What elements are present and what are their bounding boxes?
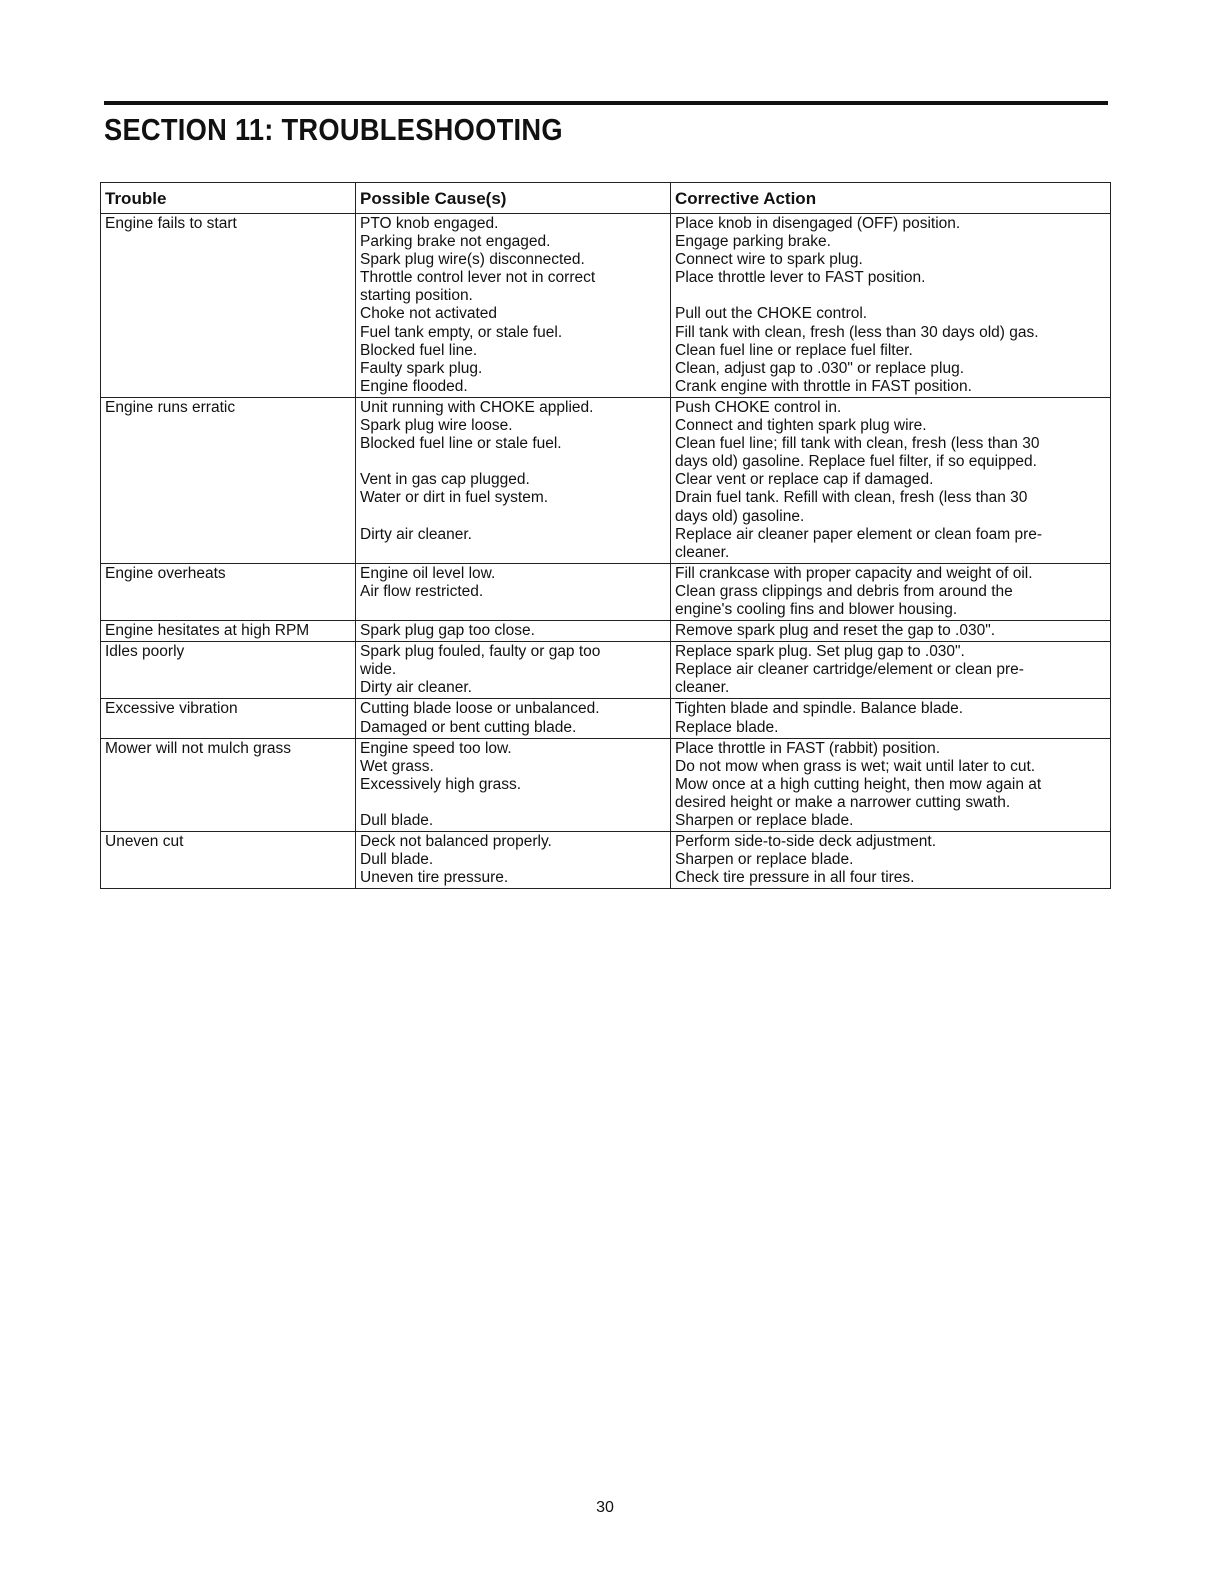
- cause-line: Uneven tire pressure.: [360, 869, 509, 887]
- table-row: [101, 563, 1111, 620]
- action-line: Crank engine with throttle in FAST position.: [675, 377, 972, 395]
- cause-line: Throttle control lever not in correct: [360, 269, 596, 287]
- action-line: Replace spark plug. Set plug gap to .030".: [675, 643, 965, 661]
- cause-line: Parking brake not engaged.: [360, 233, 551, 251]
- action-cell: [671, 832, 1111, 889]
- cause-line: starting position.: [360, 287, 473, 305]
- cause-line: Cutting blade loose or unbalanced.: [360, 700, 600, 718]
- action-line: Perform side-to-side deck adjustment.: [675, 833, 937, 851]
- action-line: Connect wire to spark plug.: [675, 251, 863, 269]
- table-row: [101, 699, 1111, 738]
- cause-line: Unit running with CHOKE applied.: [360, 398, 594, 416]
- action-cell: [671, 621, 1111, 642]
- trouble-cell: [101, 621, 356, 642]
- cause-line: Deck not balanced properly.: [360, 833, 552, 851]
- cause-line: Air flow restricted.: [360, 582, 484, 600]
- action-line: days old) gasoline. Replace fuel filter, if so equipped.: [675, 453, 1037, 471]
- cause-cell: [356, 621, 671, 642]
- cause-line: [360, 794, 666, 812]
- cause-line: PTO knob engaged.: [360, 215, 499, 232]
- trouble-text: Engine hesitates at high RPM: [105, 622, 310, 640]
- trouble-text: Engine runs erratic: [105, 398, 236, 416]
- cause-cell: [356, 397, 671, 563]
- action-line: cleaner.: [675, 679, 730, 697]
- action-line: Replace air cleaner cartridge/element or clean pre-: [675, 661, 1024, 679]
- action-line: Clean fuel line; fill tank with clean, fresh (less than 30: [675, 435, 1040, 453]
- cause-line: Choke not activated: [360, 305, 498, 323]
- cause-cell: [356, 214, 671, 398]
- cause-line: Damaged or bent cutting blade.: [360, 718, 577, 736]
- action-cell: [671, 214, 1111, 398]
- trouble-cell: [101, 832, 356, 889]
- trouble-text: Idles poorly: [105, 643, 185, 661]
- trouble-text: Mower will not mulch grass: [105, 739, 292, 757]
- cause-line: Engine flooded.: [360, 377, 468, 395]
- trouble-cell: [101, 397, 356, 563]
- action-cell: [671, 699, 1111, 738]
- action-cell: [671, 642, 1111, 699]
- cause-line: [360, 508, 666, 526]
- cause-cell: [356, 563, 671, 620]
- action-line: Remove spark plug and reset the gap to .030".: [675, 622, 996, 640]
- header-possible-causes: Possible Cause(s): [356, 183, 671, 214]
- cause-line: Faulty spark plug.: [360, 359, 483, 377]
- cause-cell: [356, 699, 671, 738]
- cause-line: Spark plug fouled, faulty or gap too: [360, 643, 601, 661]
- action-cell: [671, 563, 1111, 620]
- table-row: [101, 214, 1111, 398]
- cause-line: Spark plug wire(s) disconnected.: [360, 251, 585, 269]
- cause-line: [360, 601, 666, 619]
- cause-line: Fuel tank empty, or stale fuel.: [360, 323, 563, 341]
- action-line: Drain fuel tank. Refill with clean, fresh (less than 30: [675, 489, 1028, 507]
- trouble-cell: [101, 563, 356, 620]
- table-header-row: [101, 183, 1111, 214]
- cause-line: Spark plug wire loose.: [360, 417, 513, 435]
- action-line: Pull out the CHOKE control.: [675, 305, 868, 323]
- cause-line: Dull blade.: [360, 851, 434, 869]
- trouble-text: Engine overheats: [105, 564, 226, 582]
- action-line: Check tire pressure in all four tires.: [675, 869, 915, 887]
- action-line: Fill tank with clean, fresh (less than 30 days old) gas.: [675, 323, 1039, 341]
- action-line: Place knob in disengaged (OFF) position.: [675, 215, 961, 232]
- cause-cell: [356, 738, 671, 831]
- cause-line: Blocked fuel line or stale fuel.: [360, 435, 562, 453]
- cause-line: Wet grass.: [360, 757, 434, 775]
- cause-line: Dirty air cleaner.: [360, 525, 472, 543]
- action-line: engine's cooling fins and blower housing.: [675, 600, 958, 618]
- cause-line: [360, 544, 666, 562]
- cause-line: Engine oil level low.: [360, 564, 496, 582]
- action-line: Push CHOKE control in.: [675, 398, 842, 416]
- cause-line: Engine speed too low.: [360, 739, 512, 757]
- action-line: Clean fuel line or replace fuel filter.: [675, 341, 913, 359]
- action-line: Do not mow when grass is wet; wait until later to cut.: [675, 757, 1036, 775]
- action-line: Sharpen or replace blade.: [675, 851, 854, 869]
- table-row: [101, 621, 1111, 642]
- troubleshooting-table: [100, 182, 1111, 889]
- action-cell: [671, 738, 1111, 831]
- action-line: [675, 287, 1106, 305]
- table-row: [101, 738, 1111, 831]
- action-line: Mow once at a high cutting height, then mow again at: [675, 775, 1042, 793]
- action-line: Place throttle in FAST (rabbit) position.: [675, 739, 941, 757]
- action-line: Tighten blade and spindle. Balance blade.: [675, 700, 964, 718]
- action-line: Clean, adjust gap to .030" or replace plug.: [675, 359, 964, 377]
- table-row: [101, 397, 1111, 563]
- header-corrective-action: Corrective Action: [671, 183, 1111, 214]
- cause-line: Water or dirt in fuel system.: [360, 489, 549, 507]
- trouble-text: Engine fails to start: [105, 215, 237, 232]
- table-row: [101, 642, 1111, 699]
- cause-line: Blocked fuel line.: [360, 341, 478, 359]
- trouble-cell: [101, 214, 356, 398]
- page-number: 30: [596, 1499, 614, 1516]
- trouble-cell: [101, 699, 356, 738]
- action-line: days old) gasoline.: [675, 507, 805, 525]
- cause-line: [360, 453, 666, 471]
- cause-line: wide.: [360, 661, 397, 679]
- action-line: cleaner.: [675, 543, 730, 561]
- action-line: Clear vent or replace cap if damaged.: [675, 471, 934, 489]
- cause-line: Excessively high grass.: [360, 775, 522, 793]
- header-trouble: Trouble: [101, 183, 356, 214]
- action-line: Replace blade.: [675, 718, 779, 736]
- action-line: Clean grass clippings and debris from around the: [675, 582, 1013, 600]
- table-row: [101, 832, 1111, 889]
- cause-line: Vent in gas cap plugged.: [360, 471, 530, 489]
- action-line: Sharpen or replace blade.: [675, 812, 854, 829]
- cause-line: Dull blade.: [360, 812, 434, 829]
- cause-cell: [356, 832, 671, 889]
- action-line: Place throttle lever to FAST position.: [675, 269, 926, 287]
- trouble-text: Excessive vibration: [105, 700, 238, 718]
- section-rule: [104, 101, 1108, 105]
- action-cell: [671, 397, 1111, 563]
- cause-cell: [356, 642, 671, 699]
- action-line: Connect and tighten spark plug wire.: [675, 417, 927, 435]
- action-line: Engage parking brake.: [675, 233, 831, 251]
- cause-line: Spark plug gap too close.: [360, 622, 535, 640]
- trouble-text: Uneven cut: [105, 833, 184, 851]
- section-title: SECTION 11: TROUBLESHOOTING: [104, 112, 563, 147]
- trouble-cell: [101, 642, 356, 699]
- action-line: desired height or make a narrower cutting swath.: [675, 793, 1011, 811]
- action-line: Fill crankcase with proper capacity and weight of oil.: [675, 564, 1033, 582]
- action-line: Replace air cleaner paper element or clean foam pre-: [675, 525, 1043, 543]
- trouble-cell: [101, 738, 356, 831]
- cause-line: Dirty air cleaner.: [360, 679, 472, 697]
- table-body: [101, 214, 1111, 889]
